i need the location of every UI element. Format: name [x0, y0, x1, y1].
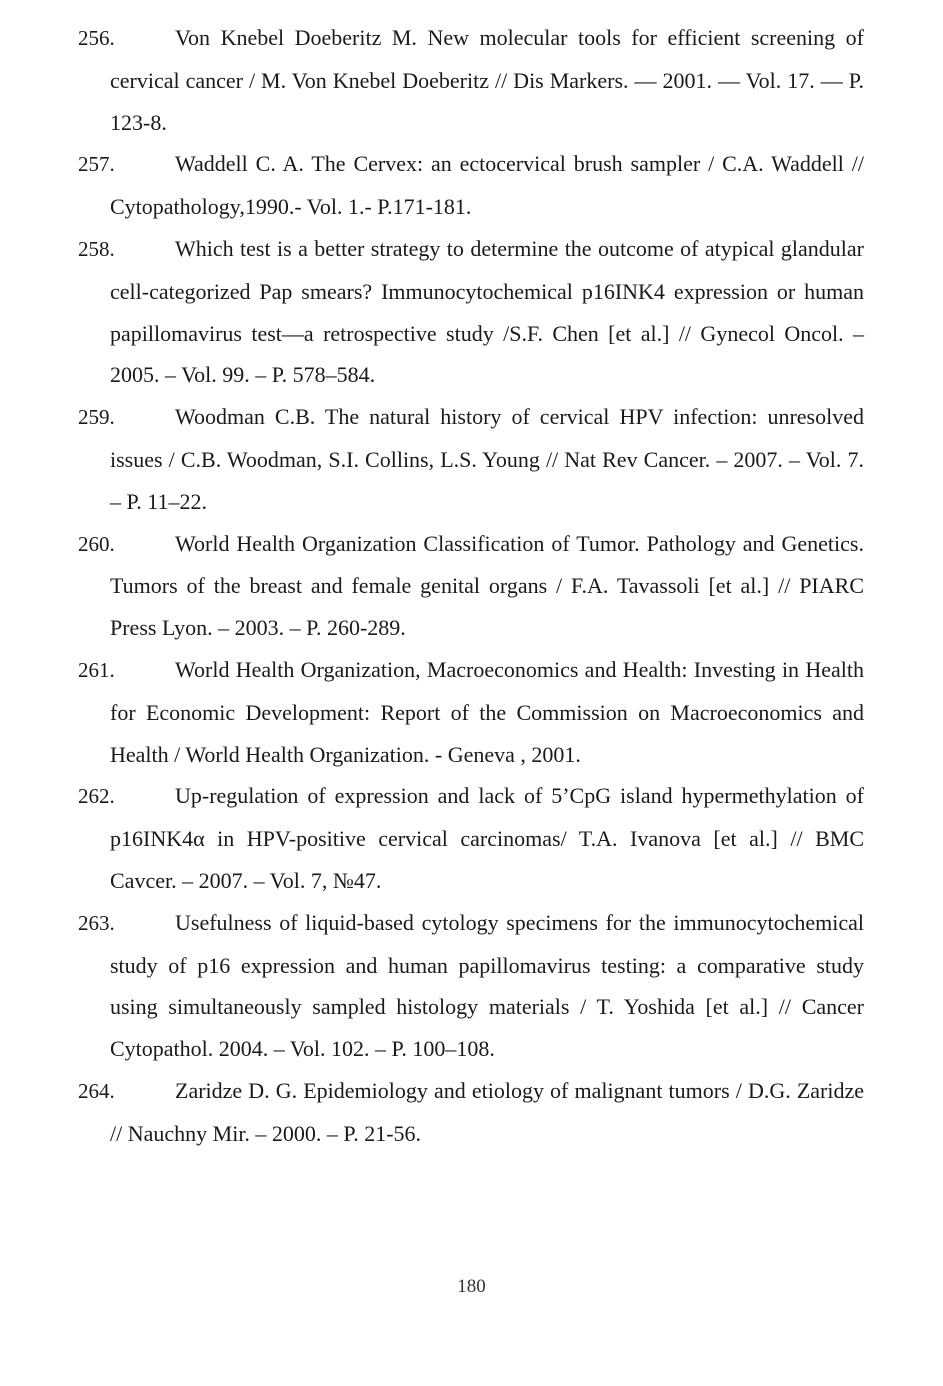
- reference-text: Which test is a better strategy to determine the outcome of atypical glandular cell-categorized Pap smears? Immunocytochemical p16INK4 expression or human papillomavirus test—a retrospective study /S.F. Chen [et al.] // Gynecol Oncol. – 2005. – Vol. 99. – P. 578–584.: [110, 235, 864, 388]
- reference-number: 256.: [78, 26, 115, 50]
- reference-number: 257.: [78, 152, 115, 177]
- reference-item-262: [78, 775, 864, 901]
- reference-text: Von Knebel Doeberitz M. New molecular tools for efficient screening of cervical cancer / M. Von Knebel Doeberitz // Dis Markers. — 2001. — Vol. 17. — P. 123-8.: [110, 25, 864, 135]
- reference-number: 263.: [78, 910, 115, 935]
- reference-number: 258.: [78, 236, 115, 261]
- reference-number: 261.: [78, 657, 115, 682]
- reference-item-259: [78, 396, 864, 522]
- reference-item-256: [78, 17, 864, 143]
- reference-item-258: [78, 228, 864, 396]
- reference-number: 264.: [78, 1078, 115, 1103]
- page-number: 180: [457, 1276, 486, 1297]
- reference-item-261: [78, 649, 864, 775]
- reference-text: Up-regulation of expression and lack of 5’CpG island hypermethylation of p16INK4α in HPV-positive cervical carcinomas/ T.A. Ivanova [et al.] // BMC Cavcer. – 2007. – Vol. 7, №47.: [110, 783, 864, 893]
- reference-text: Usefulness of liquid-based cytology specimens for the immunocytochemical study of p16 expression and human papillomavirus testing: a comparative study using simultaneously sampled histology materials / T. Yoshida [et al.] // Cancer Cytopathol. 2004. – Vol. 102. – P. 100–108.: [110, 909, 864, 1062]
- reference-text: World Health Organization Classification of Tumor. Pathology and Genetics. Tumors of the breast and female genital organs / F.A. Tavassoli [et al.] // PIARC Press Lyon. – 2003. – P. 260-289.: [110, 530, 864, 641]
- reference-text: World Health Organization, Macroeconomics and Health: Investing in Health for Economic Development: Report of the Commission on Macroeconomics and Health / World Health Organization. - Geneva , 2001.: [110, 656, 864, 767]
- reference-item-260: [78, 523, 864, 649]
- reference-number: 260.: [78, 531, 115, 556]
- reference-text: Waddell C. A. The Cervex: an ectocervical brush sampler / C.A. Waddell // Cytopathology,1990.- Vol. 1.- P.171-181.: [110, 151, 864, 220]
- reference-text: Zaridze D. G. Epidemiology and etiology of malignant tumors / D.G. Zaridze // Nauchny Mir. – 2000. – P. 21-56.: [110, 1077, 864, 1146]
- reference-item-263: [78, 902, 864, 1070]
- reference-item-257: [78, 143, 864, 228]
- reference-number: 262.: [78, 784, 115, 809]
- reference-item-264: [78, 1070, 864, 1155]
- reference-list: [0, 17, 943, 1155]
- reference-text: Woodman C.B. The natural history of cervical HPV infection: unresolved issues / C.B. Woodman, S.I. Collins, L.S. Young // Nat Rev Cancer. – 2007. – Vol. 7. – P. 11–22.: [110, 404, 864, 514]
- reference-number: 259.: [78, 405, 115, 430]
